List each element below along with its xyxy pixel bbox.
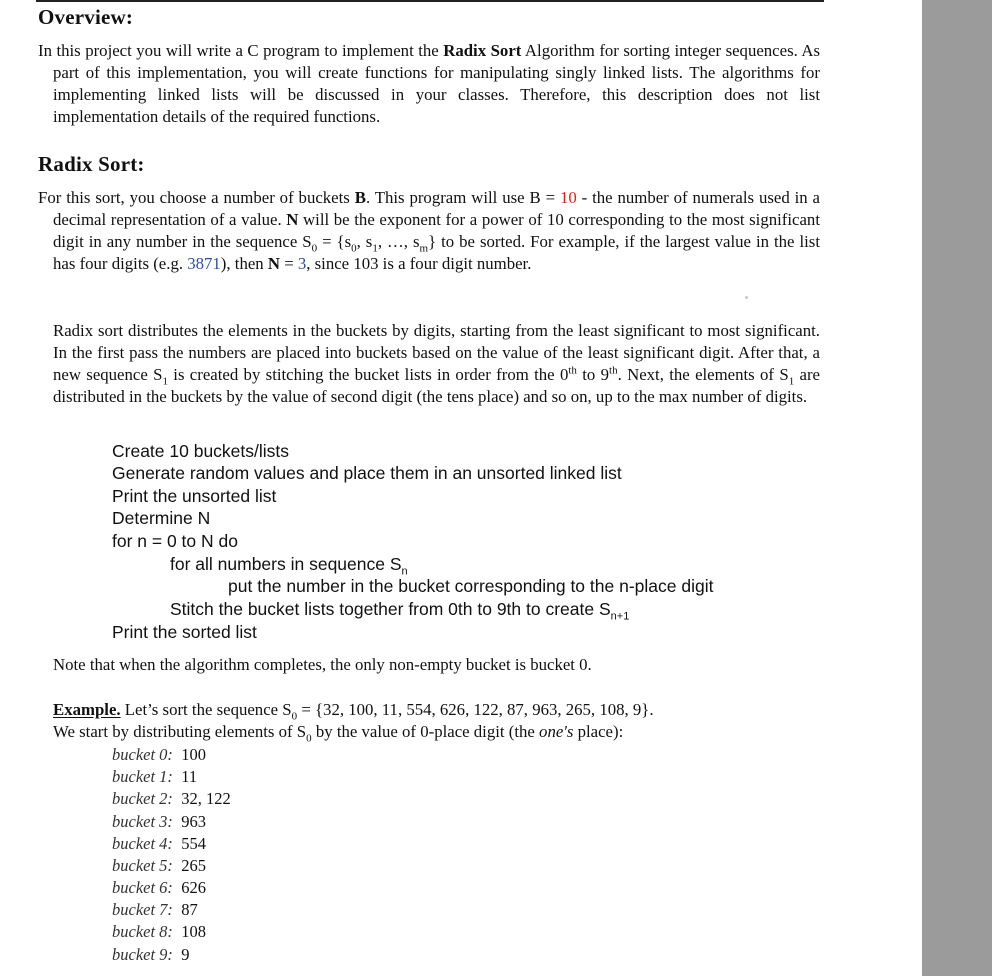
example-intro: Example. Let’s sort the sequence $S_0 = \{32$, 100, 11, 554, 626, 122, 87, 963, 265, 108, 9}. [53,700,654,723]
example-start-line: We start by distributing elements of $S_0$ by the value of 0-place digit (the one's place): [53,722,624,745]
algo-step: put the number in the bucket corresponding to the n-place digit [228,576,714,596]
algo-step: Stitch the bucket lists together from 0th to 9th to create $S_{n+1}$ [170,599,630,623]
algo-step: for n = 0 to N do [112,531,238,551]
bucket-row: bucket 5: 265 [112,856,206,875]
algo-step: Generate random values and place them in an unsorted linked list [112,463,622,483]
bucket-row: bucket 4: 554 [112,834,206,853]
algo-step: Print the unsorted list [112,486,277,506]
bucket-row: bucket 1: 11 [112,767,198,786]
algo-step: Create 10 buckets/lists [112,441,290,461]
overview-heading: Overview: [38,5,134,29]
radix-definition-paragraph: For this sort, you choose a number of buckets B. This program will use B = 10 - the number of numerals used in a decimal representation of a value. N will be the exponent for a power of 10 corresponding to the most significant digit in any number in the sequence $S_0 = \{s_0$, $s_1$, …, $s_m$} to be sorted. For example, if the largest value in the list has four digits (e.g. 3871), then N = 3, since 103 is a four digit number. [38,188,821,273]
algo-step: for all numbers in sequence $S_n$ [170,554,408,578]
viewer-side-gutter [922,0,992,976]
overview-paragraph: In this project you will write a C program to implement the Radix Sort Algorithm for sorting integer sequences. As part of this implementation, you will create functions for manipulating singly linked lists. The algorithms for implementing linked lists will be discussed in your classes. Therefore, this description does not list implementation details of the required functions. [38,41,821,126]
bucket-row: bucket 9: 9 [112,945,190,964]
stray-dot [745,296,748,299]
bucket-row: bucket 7: 87 [112,900,198,919]
bucket-row: bucket 6: 626 [112,878,206,897]
radix-description-paragraph: Radix sort distributes the elements in the buckets by digits, starting from the least significant to most significant. In the first pass the numbers are placed into buckets based on the value of the least significant digit. After that, a new sequence $S_1$ is created by stitching the bucket lists in order from the 0th to 9th. Next, the elements of $S_1$ are distributed in the buckets by the value of second digit (the tens place) and so on, up to the max number of digits. [53,321,820,406]
completion-note: Note that when the algorithm completes, the only non-empty bucket is bucket 0. [53,655,592,674]
radix-sort-heading: Radix Sort: [38,152,145,176]
bucket-row: bucket 3: 963 [112,812,206,831]
algo-step: Print the sorted list [112,622,257,642]
algo-step: Determine N [112,508,211,528]
bucket-row: bucket 0: 100 [112,745,206,764]
top-rule [36,0,824,2]
bucket-row: bucket 2: 32, 122 [112,789,231,808]
bucket-row: bucket 8: 108 [112,922,206,941]
